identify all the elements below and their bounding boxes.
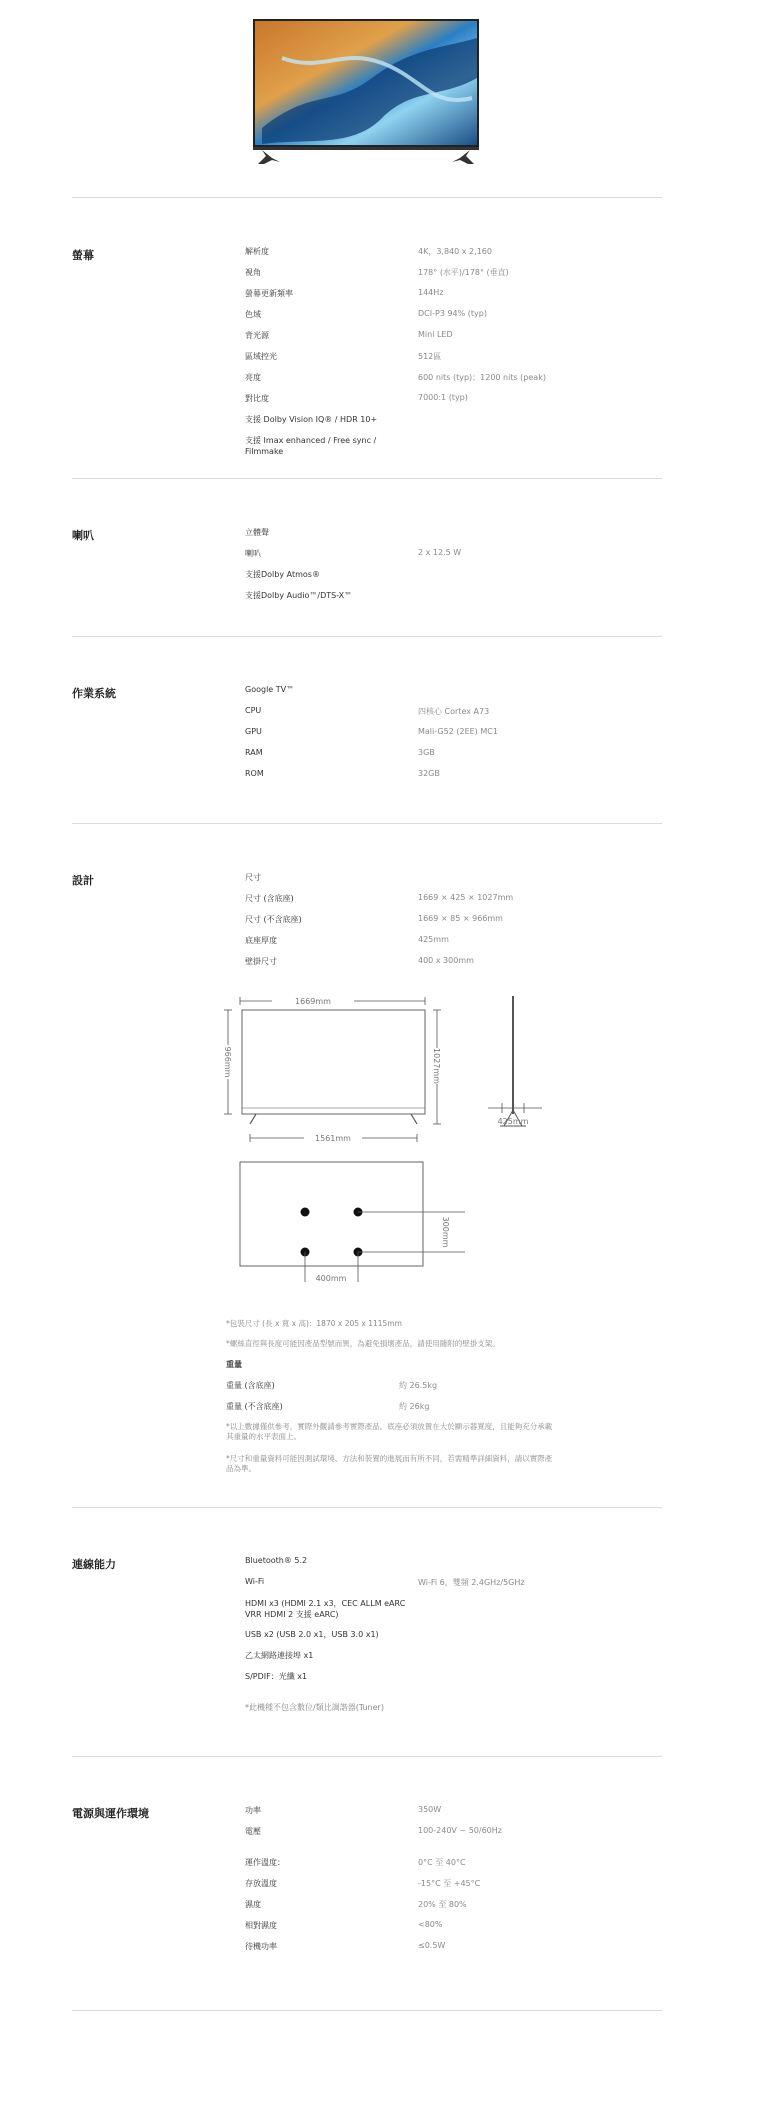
mount-hole [301,1208,310,1217]
spec-label: 背光源 [245,331,269,340]
spec-label: 相對濕度 [245,1921,277,1930]
spec-label: 待機功率 [245,1942,277,1951]
spec-label: 亮度 [245,373,261,382]
spec-value: 0°C 至 40°C [418,1858,466,1867]
spec-label: 立體聲 [245,528,269,537]
spec-label: 喇叭 [245,549,261,558]
spec-label: 解析度 [245,247,269,256]
spec-label: USB x2 (USB 2.0 x1，USB 3.0 x1) [245,1630,379,1639]
spec-value: 400 x 300mm [418,956,474,965]
depth-label: 425mm [497,1117,529,1126]
section-title-display: 螢幕 [72,249,94,262]
spec-value: 600 nits (typ)；1200 nits (peak) [418,373,546,382]
tuner-note: *此機種不包含數位/類比調諧器(Tuner) [245,1703,384,1712]
spec-value: -15°C 至 +45°C [418,1879,481,1888]
spec-label: 支援Dolby Audio™/DTS-X™ [245,591,353,600]
spec-label: 存放溫度 [245,1879,277,1888]
spec-value: 144Hz [418,288,444,297]
weight-title: 重量 [226,1360,242,1369]
total-height-label: 1027mm [432,1048,441,1084]
spec-value: 四核心 Cortex A73 [418,707,490,716]
weight-label: 重量 (不含底座) [226,1402,283,1411]
spec-label: 電壓 [245,1827,261,1836]
spec-label: Google TV™ [245,685,295,694]
spec-value: 2 x 12.5 W [418,548,462,557]
width-label: 1669mm [295,997,331,1006]
weight-value: 約 26.5kg [399,1381,438,1390]
spec-value: 1669 × 425 × 1027mm [418,893,514,902]
vesa-height-label: 300mm [441,1216,450,1248]
spec-value: 512區 [418,352,442,361]
tv-product-image [252,18,480,166]
spec-label: 視角 [245,268,261,277]
spec-value: Mini LED [418,330,453,339]
spec-value: 7000:1 (typ) [418,393,468,402]
spec-label: 區域控光 [245,352,277,361]
spec-label: 運作溫度： [245,1858,285,1867]
spec-label: HDMI x3 (HDMI 2.1 x3，CEC ALLM eARC VRR HDMI 2 支援 eARC) [245,1599,406,1619]
spec-label: 功率 [245,1806,261,1815]
spec-value: DCI-P3 94% (typ) [418,309,487,318]
spec-value: Mali-G52 (2EE) MC1 [418,727,498,736]
tv-back-outline [240,1162,423,1266]
weight-label: 重量 (含底座) [226,1381,275,1390]
spec-value: 32GB [418,769,440,778]
spec-label: 濕度 [245,1900,261,1909]
disclaimer-note: *以上數據僅供參考，實際外觀請參考實際產品。底座必須放置在大於顯示器寬度，且能夠充分承載其重量的水平表面上。 [226,1422,553,1441]
spec-label: ROM [245,769,264,778]
spec-value: 20% 至 80% [418,1900,467,1909]
spec-value: 350W [418,1805,442,1814]
spec-label: GPU [245,727,262,736]
spec-label: 尺寸 (不含底座) [245,915,302,924]
spec-label: S/PDIF：光纖 x1 [245,1672,308,1681]
spec-label: 支援 Imax enhanced / Free sync / Filmmake [245,436,377,456]
spec-label: 對比度 [245,394,269,403]
vesa-diagram [230,1160,480,1290]
spec-label: 底座厚度 [245,936,277,945]
spec-value: Wi-Fi 6，雙頻 2.4GHz/5GHz [418,1578,525,1587]
spec-value: ≤0.5W [418,1941,446,1950]
spec-value: 178° (水平)/178° (垂直) [418,268,509,277]
spec-label: 色域 [245,310,261,319]
spec-label: 尺寸 [245,873,261,882]
spec-label: 螢幕更新頻率 [245,289,293,298]
spec-label: 支援 Dolby Vision IQ® / HDR 10+ [245,415,378,424]
spec-label: 尺寸 (含底座) [245,894,294,903]
vesa-width-label: 400mm [315,1274,347,1283]
spec-value: 3GB [418,748,435,757]
disclaimer-note: *尺寸和重量資料可能因測試環境、方法和裝置的進展而有所不同，若需精準詳細資料，請以實際產品為準。 [226,1454,553,1473]
section-title-connectivity: 連線能力 [72,1558,116,1571]
mount-note: *螺絲直徑與長度可能因產品型號而異，為避免損壞產品，請使用隨附的壁掛支架。 [226,1339,500,1348]
spec-value: 1669 × 85 × 966mm [418,914,503,923]
package-size-note: *包裝尺寸 (長 x 寬 x 高)：1870 x 205 x 1115mm [226,1319,402,1328]
spec-label: 支援Dolby Atmos® [245,570,320,579]
spec-value: 100-240V ~ 50/60Hz [418,1826,502,1835]
spec-label: RAM [245,748,263,757]
section-title-speaker: 喇叭 [72,529,94,542]
dimension-diagram [220,990,560,1150]
weight-value: 約 26kg [399,1402,430,1411]
stand-span-label: 1561mm [315,1134,351,1143]
tv-feet [250,1114,417,1124]
spec-label: Wi-Fi [245,1577,265,1586]
spec-value: <80% [418,1920,443,1929]
spec-value: 4K，3,840 x 2,160 [418,247,492,256]
section-title-power: 電源與運作環境 [72,1807,149,1820]
spec-label: 壁掛尺寸 [245,957,277,966]
tv-front-outline [242,1010,425,1114]
spec-label: CPU [245,706,262,715]
section-title-os: 作業系統 [72,687,116,700]
spec-value: 425mm [418,935,449,944]
height-label: 966mm [223,1046,232,1078]
spec-label: Bluetooth® 5.2 [245,1556,308,1565]
spec-label: 乙太網路連接埠 x1 [245,1651,314,1660]
section-title-design: 設計 [72,874,94,887]
